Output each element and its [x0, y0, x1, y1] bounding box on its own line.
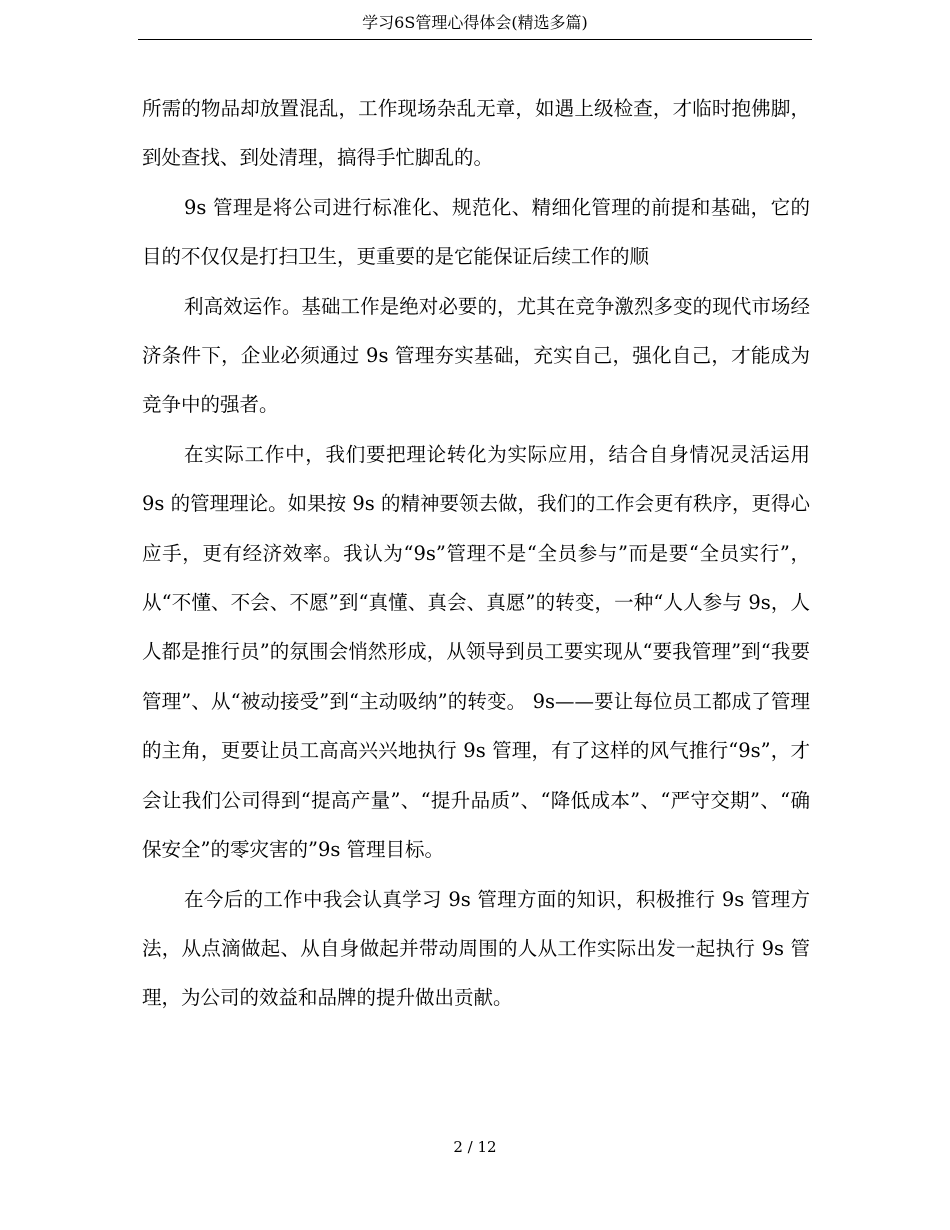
paragraph: 在实际工作中，我们要把理论转化为实际应用，结合自身情况灵活运用 9s 的管理理论。如果按 9s 的精神要领去做，我们的工作会更有秩序，更得心应手，更有经济效率。我认为“9s”管理不是“全员参与”而是要“全员实行”，从“不懂、不会、不愿”到“真懂、真会、真愿”的转变，一种“人人参与 9s，人人都是推行员”的氛围会悄然形成，从领导到员工要实现从“要我管理”到“我要管理”、从“被动接受”到“主动吸纳”的转变。 9s——要让每位员工都成了管理的主角，更要让员工高高兴兴地执行 9s 管理，有了这样的风气推行“9s”，才会让我们公司得到“提高产量”、“提升品质”、“降低成本”、“严守交期”、“确保安全”的零灾害的”9s 管理目标。 — [142, 442, 810, 862]
paragraph: 利高效运作。基础工作是绝对必要的，尤其在竞争激烈多变的现代市场经济条件下，企业必须通过 9s 管理夯实基础，充实自己，强化自己，才能成为竞争中的强者。 — [142, 294, 810, 417]
paragraph: 所需的物品却放置混乱，工作现场杂乱无章，如遇上级检查，才临时抱佛脚，到处查找、到处清理，搞得手忙脚乱的。 — [142, 97, 810, 170]
page-number: 2 / 12 — [453, 1138, 497, 1156]
header-divider — [138, 39, 812, 40]
paragraph: 在今后的工作中我会认真学习 9s 管理方面的知识，积极推行 9s 管理方法，从点滴做起、从自身做起并带动周围的人从工作实际出发一起执行 9s 管理，为公司的效益和品牌的提升做出贡献。 — [142, 887, 810, 1010]
paragraph: 9s 管理是将公司进行标准化、规范化、精细化管理的前提和基础，它的目的不仅仅是打扫卫生，更重要的是它能保证后续工作的顺 — [142, 195, 810, 269]
document-header-title: 学习6S管理心得体会(精选多篇) — [362, 13, 588, 32]
document-body — [142, 84, 810, 1023]
